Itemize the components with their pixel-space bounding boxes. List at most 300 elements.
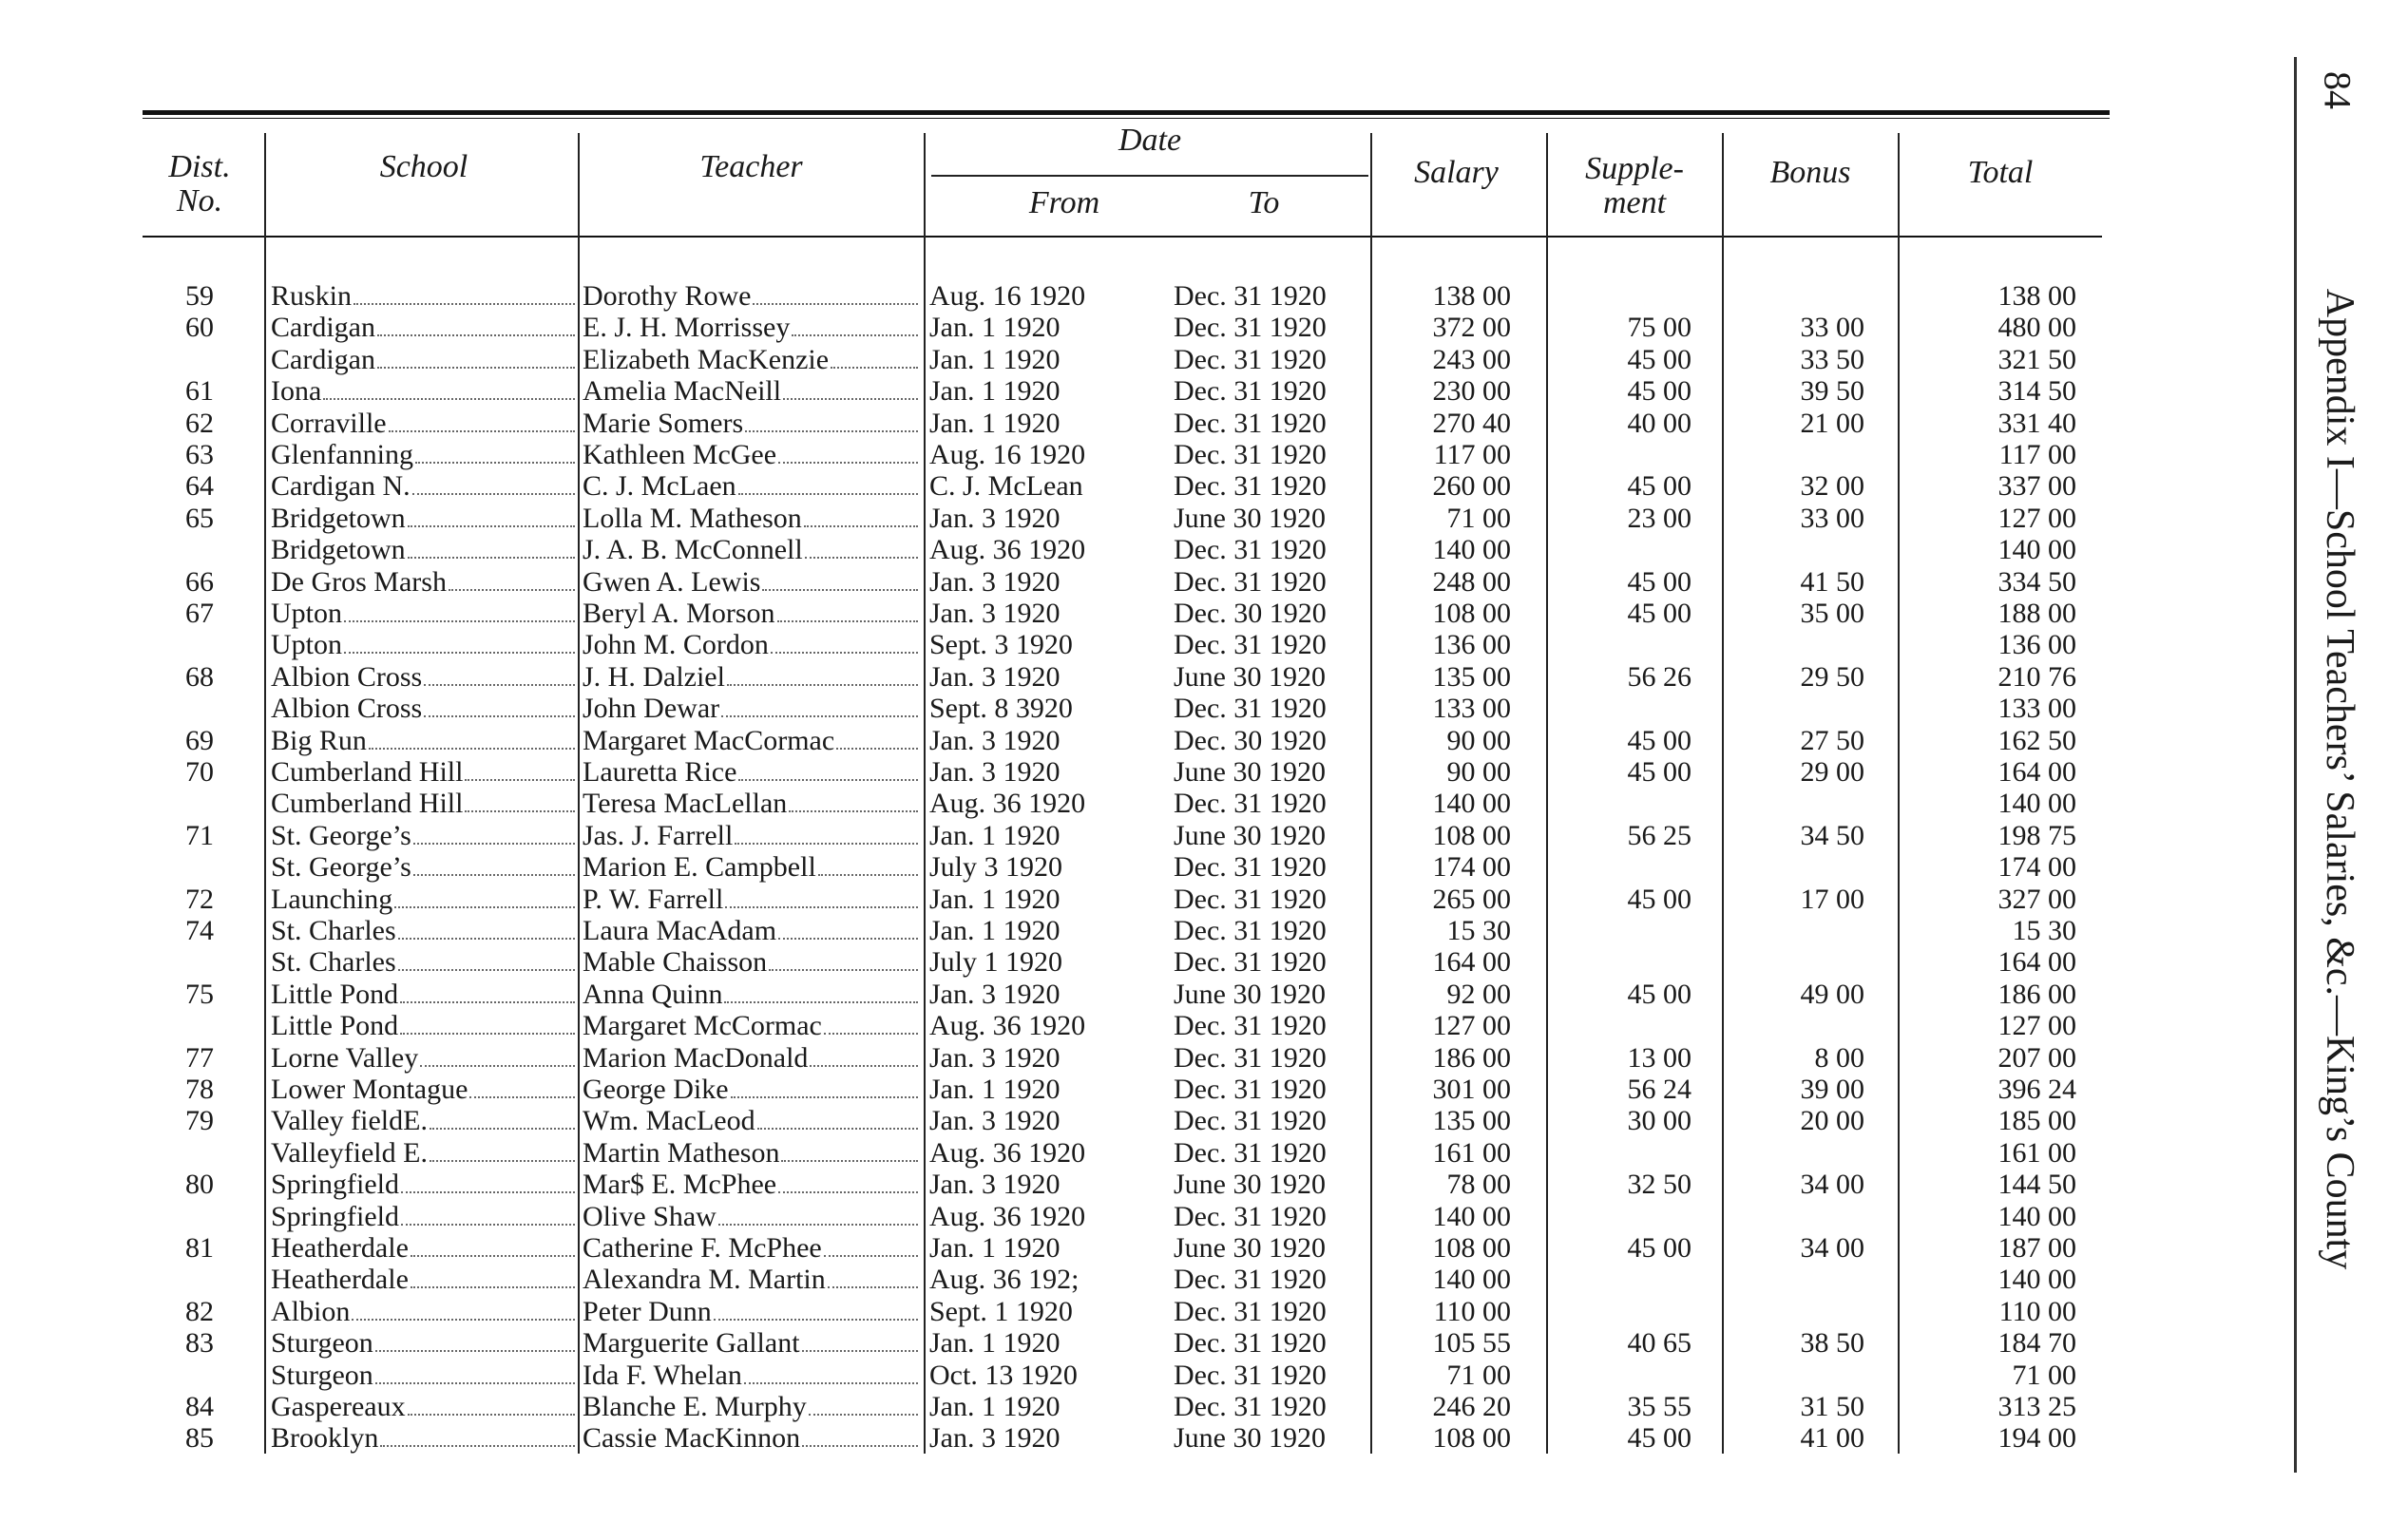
cell-salary: 127 00 — [1432, 1010, 1511, 1042]
cell-from: Jan. 1 1920 — [929, 343, 1061, 375]
table-row — [0, 1137, 2129, 1169]
cell-salary: 135 00 — [1432, 1105, 1511, 1137]
cell-dist: 79 — [185, 1105, 214, 1137]
cell-total: 140 00 — [1997, 788, 2076, 820]
cell-salary: 140 00 — [1432, 788, 1511, 820]
cell-teacher-text: John Dewar — [583, 693, 720, 725]
cell-salary: 372 00 — [1432, 312, 1511, 344]
cell-supplement: 56 26 — [1627, 660, 1691, 693]
cell-to: Dec. 31 1920 — [1174, 1136, 1327, 1169]
cell-school — [271, 1201, 577, 1233]
leader-dots — [377, 367, 575, 369]
cell-bonus: 32 00 — [1800, 470, 1864, 503]
table-row — [0, 1105, 2129, 1136]
cell-dist: 78 — [185, 1074, 214, 1105]
cell-teacher — [583, 1137, 920, 1170]
cell-school-text: Valley fieldE. — [271, 1105, 428, 1137]
leader-dots — [424, 715, 575, 717]
cell-supplement: 75 00 — [1627, 312, 1691, 344]
leader-dots — [401, 1191, 575, 1193]
table-row — [0, 566, 2129, 598]
cell-from: Jan. 3 1920 — [929, 1105, 1061, 1137]
leader-dots — [818, 874, 918, 876]
cell-teacher — [583, 1391, 920, 1423]
leader-dots — [411, 1286, 575, 1288]
cell-school-text: Lorne Valley — [271, 1041, 419, 1074]
table-row — [0, 1391, 2129, 1422]
cell-dist: 80 — [185, 1169, 214, 1201]
cell-from: Jan. 1 1920 — [929, 375, 1061, 408]
cell-teacher-text: Kathleen McGee — [583, 439, 777, 470]
cell-total: 133 00 — [1997, 693, 2076, 725]
header-to: To — [1248, 185, 1280, 220]
cell-salary: 270 40 — [1432, 407, 1511, 439]
leader-dots — [731, 1096, 918, 1098]
cell-school — [271, 1296, 577, 1328]
cell-school-text: Valleyfield E. — [271, 1136, 428, 1169]
cell-teacher — [583, 566, 920, 599]
cell-teacher-text: Martin Matheson — [583, 1136, 780, 1169]
cell-teacher-text: John M. Cordon — [583, 629, 769, 661]
table-row — [0, 312, 2129, 343]
cell-to: Dec. 31 1920 — [1174, 280, 1327, 312]
cell-to: June 30 1920 — [1174, 1169, 1326, 1201]
cell-from: July 3 1920 — [929, 851, 1063, 884]
cell-to: Dec. 31 1920 — [1174, 1264, 1327, 1296]
table-row — [0, 915, 2129, 946]
cell-dist: 60 — [185, 312, 214, 344]
cell-salary: 71 00 — [1446, 1359, 1511, 1391]
leader-dots — [724, 1001, 918, 1003]
cell-total: 110 00 — [1998, 1295, 2076, 1327]
cell-school — [271, 756, 577, 789]
cell-teacher — [583, 503, 920, 535]
table-row — [0, 470, 2129, 502]
table-row — [0, 725, 2129, 756]
leader-dots — [465, 779, 575, 781]
cell-bonus: 41 00 — [1800, 1422, 1864, 1455]
cell-school-text: Sturgeon — [271, 1359, 373, 1391]
cell-total: 198 75 — [1997, 819, 2076, 851]
cell-from: Jan. 1 1920 — [929, 915, 1061, 946]
cell-to: Dec. 30 1920 — [1174, 598, 1327, 629]
table-row — [0, 1264, 2129, 1295]
table-row — [0, 534, 2129, 565]
cell-from: Aug. 36 192; — [929, 1264, 1080, 1296]
cell-school — [271, 1327, 577, 1360]
cell-total: 117 00 — [1998, 439, 2076, 470]
cell-total: 337 00 — [1997, 470, 2076, 503]
cell-teacher — [583, 408, 920, 440]
table-row — [0, 598, 2129, 629]
cell-school — [271, 1137, 577, 1170]
cell-supplement: 23 00 — [1627, 502, 1691, 534]
cell-teacher-text: Jas. J. Farrell — [583, 819, 734, 851]
cell-supplement: 13 00 — [1627, 1041, 1691, 1074]
cell-salary: 90 00 — [1446, 756, 1511, 788]
cell-school-text: Lower Montague — [271, 1074, 468, 1105]
leader-dots — [718, 1224, 918, 1226]
cell-bonus: 33 50 — [1800, 343, 1864, 375]
cell-from: Jan. 1 1920 — [929, 1074, 1061, 1105]
cell-teacher-text: J. H. Dalziel — [583, 660, 725, 693]
cell-school — [271, 788, 577, 820]
cell-teacher-text: Margaret McCormac — [583, 1010, 822, 1042]
cell-school — [271, 375, 577, 408]
cell-teacher-text: Ida F. Whelan — [583, 1359, 742, 1391]
cell-bonus: 34 00 — [1800, 1169, 1864, 1201]
leader-dots — [369, 748, 575, 750]
leader-dots — [411, 1255, 575, 1257]
leader-dots — [805, 557, 918, 559]
cell-dist: 77 — [185, 1041, 214, 1074]
cell-dist: 64 — [185, 470, 214, 503]
cell-to: Dec. 31 1920 — [1174, 851, 1327, 884]
leader-dots — [377, 334, 575, 336]
cell-school-text: St. Charles — [271, 946, 396, 979]
table-row — [0, 503, 2129, 534]
cell-salary: 243 00 — [1432, 343, 1511, 375]
cell-from: July 1 1920 — [929, 946, 1063, 979]
cell-from: Jan. 1 1920 — [929, 407, 1061, 439]
leader-dots — [778, 1191, 918, 1193]
header-school: School — [379, 149, 468, 184]
cell-teacher-text: Mar$ E. McPhee — [583, 1169, 777, 1201]
cell-to: June 30 1920 — [1174, 1232, 1326, 1264]
cell-salary: 186 00 — [1432, 1041, 1511, 1074]
date-header-rule — [931, 175, 1368, 177]
cell-total: 71 00 — [2012, 1359, 2076, 1391]
cell-teacher-text: Blanche E. Murphy — [583, 1391, 807, 1422]
cell-dist: 61 — [185, 375, 214, 408]
cell-from: Jan. 3 1920 — [929, 1041, 1061, 1074]
cell-teacher-text: Teresa MacLellan — [583, 788, 788, 820]
cell-teacher — [583, 312, 920, 344]
cell-total: 15 30 — [2012, 915, 2076, 946]
cell-supplement: 45 00 — [1627, 375, 1691, 408]
cell-teacher — [583, 1042, 920, 1075]
leader-dots — [738, 493, 918, 495]
cell-teacher — [583, 915, 920, 947]
cell-to: Dec. 31 1920 — [1174, 470, 1327, 503]
cell-teacher — [583, 820, 920, 852]
header-date: Date — [1118, 123, 1182, 158]
table-row — [0, 1360, 2129, 1391]
cell-supplement: 45 00 — [1627, 978, 1691, 1010]
leader-dots — [824, 1033, 918, 1035]
cell-school-text: Sturgeon — [271, 1327, 373, 1360]
running-title — [2318, 257, 2361, 1302]
cell-from: Aug. 36 1920 — [929, 534, 1086, 566]
cell-school — [271, 566, 577, 599]
running-title-text: Appendix I—School Teachers’ Salaries, &c.—King’s County — [2318, 288, 2361, 1270]
cell-teacher — [583, 375, 920, 408]
cell-dist: 84 — [185, 1391, 214, 1422]
table-row — [0, 1327, 2129, 1359]
cell-supplement: 45 00 — [1627, 724, 1691, 756]
cell-from: Aug. 16 1920 — [929, 280, 1086, 312]
cell-school-text: Iona — [271, 375, 322, 408]
cell-teacher — [583, 1232, 920, 1265]
leader-dots — [762, 589, 918, 591]
cell-to: June 30 1920 — [1174, 660, 1326, 693]
cell-school — [271, 1360, 577, 1392]
cell-bonus: 38 50 — [1800, 1327, 1864, 1360]
leader-dots — [824, 1255, 918, 1257]
cell-teacher — [583, 661, 920, 694]
cell-total: 136 00 — [1997, 629, 2076, 661]
cell-teacher — [583, 629, 920, 661]
table-row — [0, 851, 2129, 883]
cell-school — [271, 1232, 577, 1265]
cell-teacher-text: Anna Quinn — [583, 978, 723, 1010]
leader-dots — [469, 1096, 575, 1098]
cell-salary: 248 00 — [1432, 565, 1511, 598]
cell-to: Dec. 31 1920 — [1174, 534, 1327, 566]
cell-dist: 74 — [185, 915, 214, 946]
cell-school-text: Big Run — [271, 724, 367, 756]
cell-to: Dec. 31 1920 — [1174, 1041, 1327, 1074]
header-from: From — [1028, 185, 1100, 220]
table-row — [0, 1232, 2129, 1264]
cell-teacher-text: Amelia MacNeill — [583, 375, 782, 408]
cell-teacher-text: P. W. Farrell — [583, 883, 724, 915]
cell-teacher-text: Mable Chaisson — [583, 946, 768, 979]
cell-to: June 30 1920 — [1174, 978, 1326, 1010]
cell-school-text: Heatherdale — [271, 1232, 409, 1264]
cell-school-text: Springfield — [271, 1200, 399, 1232]
cell-salary: 92 00 — [1446, 978, 1511, 1010]
cell-school — [271, 851, 577, 884]
cell-to: Dec. 31 1920 — [1174, 946, 1327, 979]
cell-school — [271, 1074, 577, 1106]
cell-bonus: 21 00 — [1800, 407, 1864, 439]
cell-from: Jan. 1 1920 — [929, 883, 1061, 915]
cell-from: Jan. 1 1920 — [929, 819, 1061, 851]
cell-teacher — [583, 1327, 920, 1360]
cell-teacher — [583, 788, 920, 820]
cell-bonus: 33 00 — [1800, 502, 1864, 534]
cell-from: Jan. 3 1920 — [929, 660, 1061, 693]
cell-teacher — [583, 534, 920, 566]
table-row — [0, 1296, 2129, 1327]
cell-supplement: 32 50 — [1627, 1169, 1691, 1201]
header-supplement: Supple- ment — [1585, 151, 1684, 220]
cell-dist: 62 — [185, 407, 214, 439]
cell-total: 174 00 — [1997, 851, 2076, 884]
leader-dots — [465, 810, 575, 812]
leader-dots — [413, 874, 575, 876]
cell-salary: 135 00 — [1432, 660, 1511, 693]
cell-school-text: Albion — [271, 1295, 351, 1327]
cell-dist: 65 — [185, 502, 214, 534]
cell-school — [271, 344, 577, 376]
leader-dots — [802, 1350, 918, 1352]
cell-bonus: 8 00 — [1814, 1041, 1864, 1074]
leader-dots — [389, 430, 575, 432]
cell-dist: 59 — [185, 280, 214, 312]
cell-dist: 82 — [185, 1295, 214, 1327]
leader-dots — [789, 810, 918, 812]
cell-supplement: 56 24 — [1627, 1074, 1691, 1105]
cell-teacher-text: Wm. MacLeod — [583, 1105, 755, 1137]
cell-total: 164 00 — [1997, 756, 2076, 788]
cell-bonus: 41 50 — [1800, 565, 1864, 598]
cell-school — [271, 280, 577, 313]
table-row — [0, 629, 2129, 660]
cell-from: Sept. 1 1920 — [929, 1295, 1073, 1327]
cell-total: 327 00 — [1997, 883, 2076, 915]
cell-to: Dec. 31 1920 — [1174, 439, 1327, 470]
cell-school-text: Cumberland Hill — [271, 756, 464, 788]
cell-school — [271, 1169, 577, 1201]
cell-teacher-text: Margaret MacCormac — [583, 724, 835, 756]
cell-salary: 133 00 — [1432, 693, 1511, 725]
cell-bonus: 39 50 — [1800, 375, 1864, 408]
cell-teacher — [583, 693, 920, 725]
cell-salary: 174 00 — [1432, 851, 1511, 884]
cell-from: Aug. 36 1920 — [929, 1010, 1086, 1042]
cell-teacher — [583, 280, 920, 313]
cell-teacher-text: J. A. B. McConnell — [583, 534, 803, 566]
leader-dots — [781, 1160, 918, 1162]
leader-dots — [810, 1065, 918, 1067]
table-row — [0, 408, 2129, 439]
table-row — [0, 1422, 2129, 1454]
cell-school — [271, 979, 577, 1011]
cell-from: Jan. 3 1920 — [929, 598, 1061, 629]
cell-salary: 105 55 — [1432, 1327, 1511, 1360]
cell-bonus: 34 00 — [1800, 1232, 1864, 1264]
cell-salary: 164 00 — [1432, 946, 1511, 979]
leader-dots — [420, 1065, 575, 1067]
cell-supplement: 45 00 — [1627, 470, 1691, 503]
cell-from: Aug. 36 1920 — [929, 1136, 1086, 1169]
cell-total: 127 00 — [1997, 502, 2076, 534]
table-row — [0, 1169, 2129, 1200]
cell-to: Dec. 31 1920 — [1174, 883, 1327, 915]
cell-teacher-text: Elizabeth MacKenzie — [583, 343, 830, 375]
header-dist-no: Dist. No. — [168, 149, 231, 219]
cell-school — [271, 1264, 577, 1296]
cell-total: 396 24 — [1997, 1074, 2076, 1105]
cell-salary: 136 00 — [1432, 629, 1511, 661]
table-row — [0, 884, 2129, 915]
cell-school-text: St. George’s — [271, 819, 411, 851]
table-row — [0, 756, 2129, 788]
cell-to: June 30 1920 — [1174, 756, 1326, 788]
leader-dots — [804, 525, 918, 527]
cell-school — [271, 915, 577, 947]
cell-total: 313 25 — [1997, 1391, 2076, 1422]
cell-dist: 85 — [185, 1422, 214, 1455]
table-row — [0, 788, 2129, 819]
cell-total: 140 00 — [1997, 1264, 2076, 1296]
cell-to: Dec. 31 1920 — [1174, 1010, 1327, 1042]
cell-teacher — [583, 598, 920, 630]
cell-from: Oct. 13 1920 — [929, 1359, 1078, 1391]
cell-teacher — [583, 439, 920, 471]
cell-salary: 117 00 — [1433, 439, 1511, 470]
cell-dist: 83 — [185, 1327, 214, 1360]
leader-dots — [745, 430, 918, 432]
cell-total: 185 00 — [1997, 1105, 2076, 1137]
cell-teacher-text: Peter Dunn — [583, 1295, 712, 1327]
leader-dots — [375, 1382, 575, 1384]
cell-teacher — [583, 979, 920, 1011]
cell-dist: 71 — [185, 819, 214, 851]
cell-total: 210 76 — [1997, 660, 2076, 693]
leader-dots — [344, 652, 575, 654]
cell-dist: 72 — [185, 883, 214, 915]
cell-teacher-text: Alexandra M. Martin — [583, 1264, 826, 1296]
cell-total: 480 00 — [1997, 312, 2076, 344]
table-row — [0, 344, 2129, 375]
cell-school-text: St. George’s — [271, 851, 411, 884]
leader-dots — [753, 303, 918, 305]
cell-salary: 108 00 — [1432, 1232, 1511, 1264]
cell-school — [271, 312, 577, 344]
cell-from: Aug. 36 1920 — [929, 1200, 1086, 1232]
cell-school — [271, 534, 577, 566]
cell-from: Aug. 36 1920 — [929, 788, 1086, 820]
cell-dist: 70 — [185, 756, 214, 788]
header-bottom-rule — [143, 236, 2102, 238]
cell-school-text: Ruskin — [271, 280, 353, 312]
cell-dist: 67 — [185, 598, 214, 629]
cell-school — [271, 946, 577, 979]
cell-salary: 265 00 — [1432, 883, 1511, 915]
cell-school — [271, 408, 577, 440]
cell-salary: 138 00 — [1432, 280, 1511, 312]
leader-dots — [778, 462, 918, 464]
cell-teacher-text: C. J. McLaen — [583, 470, 736, 503]
cell-school-text: Launching — [271, 883, 393, 915]
cell-to: Dec. 31 1920 — [1174, 1074, 1327, 1105]
cell-to: Dec. 31 1920 — [1174, 1391, 1327, 1422]
leader-dots — [375, 1350, 575, 1352]
cell-school-text: Springfield — [271, 1169, 399, 1201]
cell-supplement: 45 00 — [1627, 1232, 1691, 1264]
cell-school-text: Upton — [271, 598, 342, 629]
cell-school-text: Gaspereaux — [271, 1391, 406, 1422]
table-top-rule-thin — [143, 118, 2110, 119]
cell-school-text: Glenfanning — [271, 439, 413, 470]
table-row — [0, 375, 2129, 407]
table-row — [0, 946, 2129, 978]
cell-total: 140 00 — [1997, 1200, 2076, 1232]
leader-dots — [809, 1414, 918, 1416]
cell-salary: 71 00 — [1446, 502, 1511, 534]
cell-total: 334 50 — [1997, 565, 2076, 598]
cell-supplement: 45 00 — [1627, 1422, 1691, 1455]
leader-dots — [783, 398, 918, 400]
cell-school — [271, 725, 577, 757]
cell-supplement: 35 55 — [1627, 1391, 1691, 1422]
cell-to: June 30 1920 — [1174, 1422, 1326, 1455]
leader-dots — [771, 652, 918, 654]
cell-total: 140 00 — [1997, 534, 2076, 566]
cell-dist: 63 — [185, 439, 214, 470]
cell-total: 207 00 — [1997, 1041, 2076, 1074]
leader-dots — [828, 1286, 918, 1288]
cell-salary: 301 00 — [1432, 1074, 1511, 1105]
cell-from: Jan. 1 1920 — [929, 312, 1061, 344]
cell-total: 188 00 — [1997, 598, 2076, 629]
leader-dots — [412, 493, 575, 495]
cell-school-text: Cardigan N. — [271, 470, 411, 503]
cell-salary: 90 00 — [1446, 724, 1511, 756]
